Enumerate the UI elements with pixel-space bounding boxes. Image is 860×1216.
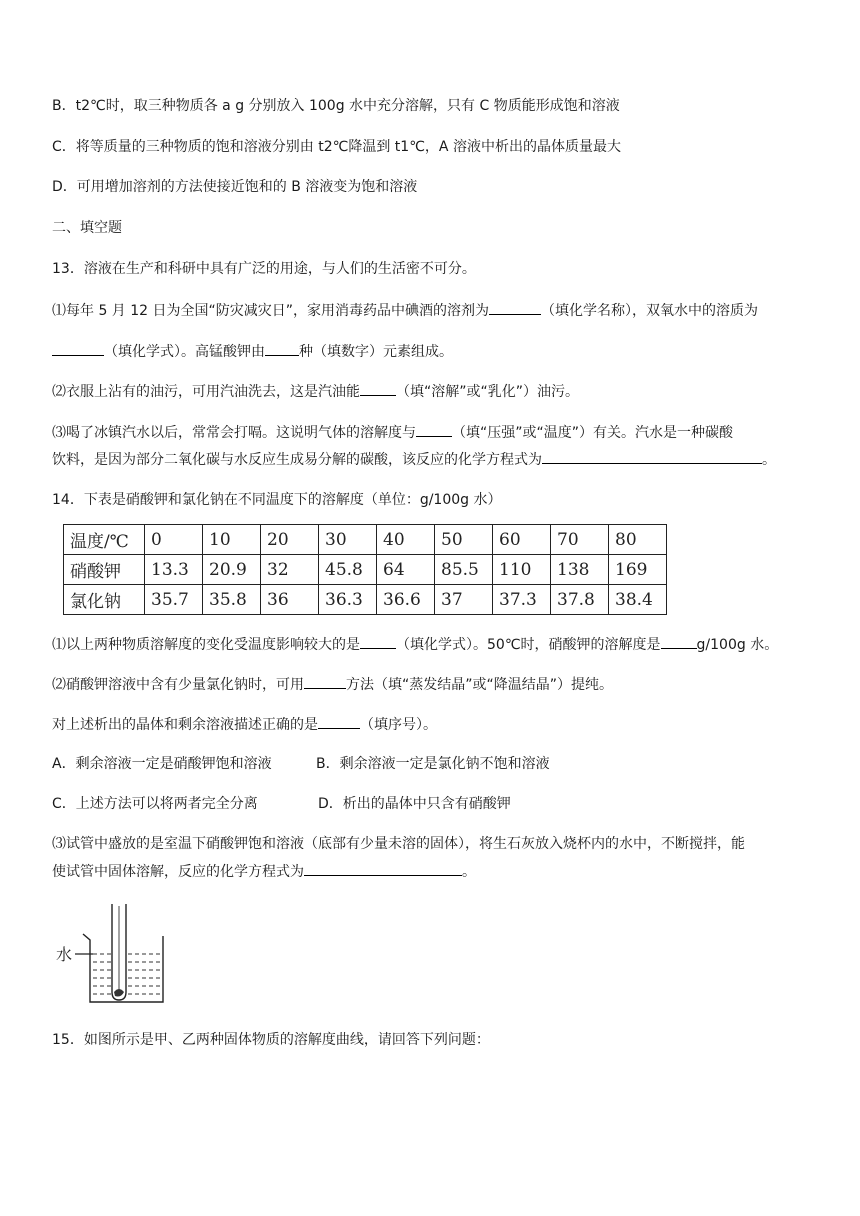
option-d: D．可用增加溶剂的方法使接近饱和的 B 溶液变为饱和溶液 xyxy=(52,179,418,195)
q14-p2-text-a: ⑵硝酸钾溶液中含有少量氯化钠时，可用 xyxy=(52,677,304,693)
row-header: 硝酸钾 xyxy=(64,555,145,585)
option-b-text: B．剩余溶液一定是氯化钠不饱和溶液 xyxy=(316,756,550,772)
q14-p3-text-c: 。 xyxy=(462,864,476,880)
table-row xyxy=(64,525,667,555)
answer-blank[interactable] xyxy=(416,422,452,437)
table-cell: 70 xyxy=(551,525,609,555)
table-cell: 85.5 xyxy=(435,555,493,585)
option-d-text: D．析出的晶体中只含有硝酸钾 xyxy=(318,796,511,812)
q14-part3-line2 xyxy=(52,861,476,882)
q13-p2-text-a: ⑵衣服上沾有的油污，可用汽油洗去，这是汽油能 xyxy=(52,384,360,400)
water-label: 水 xyxy=(56,945,73,964)
q13-part2 xyxy=(52,381,579,402)
option-c: C．将等质量的三种物质的饱和溶液分别由 t2℃降温到 t1℃，A 溶液中析出的晶体质量最大 xyxy=(52,139,621,155)
option-b: B．t2℃时，取三种物质各 a g 分别放入 100g 水中充分溶解，只有 C 物质能形成饱和溶液 xyxy=(52,98,620,114)
q13-part3-line2 xyxy=(52,449,776,470)
q15-stem: 15．如图所示是甲、乙两种固体物质的溶解度曲线，请回答下列问题： xyxy=(52,1032,490,1048)
section-title: 二、填空题 xyxy=(52,220,122,236)
table-cell: 35.8 xyxy=(203,585,261,615)
table-row xyxy=(64,585,667,615)
q13-p3-text-b: （填“压强”或“温度”）有关。汽水是一种碳酸 xyxy=(452,425,734,441)
table-cell: 64 xyxy=(377,555,435,585)
solubility-table xyxy=(63,524,667,615)
table-cell: 36.3 xyxy=(319,585,377,615)
q14-part2 xyxy=(52,674,613,695)
table-cell: 20.9 xyxy=(203,555,261,585)
answer-blank[interactable] xyxy=(489,300,541,315)
q13-part3-line1 xyxy=(52,422,733,443)
answer-blank[interactable] xyxy=(265,341,299,356)
answer-blank[interactable] xyxy=(304,674,346,689)
q13-p1-text-c: （填化学式）。高锰酸钾由 xyxy=(104,344,265,360)
option-c-text: C．上述方法可以将两者完全分离 xyxy=(52,796,258,812)
q13-stem: 13．溶液在生产和科研中具有广泛的用途，与人们的生活密不可分。 xyxy=(52,261,476,277)
answer-blank[interactable] xyxy=(360,634,396,649)
q13-p1-text-b: （填化学名称），双氧水中的溶质为 xyxy=(541,303,759,319)
table-cell: 60 xyxy=(493,525,551,555)
q14-p2-text-b: 方法（填“蒸发结晶”或“降温结晶”）提纯。 xyxy=(346,677,614,693)
table-cell: 38.4 xyxy=(609,585,667,615)
table-cell: 36.6 xyxy=(377,585,435,615)
table-cell: 20 xyxy=(261,525,319,555)
table-cell: 35.7 xyxy=(145,585,203,615)
table-cell: 138 xyxy=(551,555,609,585)
answer-blank[interactable] xyxy=(542,449,762,464)
table-cell: 169 xyxy=(609,555,667,585)
q13-p2-text-b: （填“溶解”或“乳化”）油污。 xyxy=(396,384,580,400)
q14-p3-text-b: 使试管中固体溶解，反应的化学方程式为 xyxy=(52,864,304,880)
table-cell: 40 xyxy=(377,525,435,555)
answer-blank[interactable] xyxy=(360,381,396,396)
table-cell: 32 xyxy=(261,555,319,585)
table-cell: 30 xyxy=(319,525,377,555)
q14-options-row1 xyxy=(52,754,550,774)
q14-p1-text-c: g/100g 水。 xyxy=(696,637,779,653)
answer-blank[interactable] xyxy=(661,634,697,649)
option-a-text: A．剩余溶液一定是硝酸钾饱和溶液 xyxy=(52,756,272,772)
answer-blank[interactable] xyxy=(318,714,360,729)
answer-blank[interactable] xyxy=(304,861,462,876)
beaker-test-tube-diagram xyxy=(55,900,175,1008)
table-cell: 37.3 xyxy=(493,585,551,615)
q13-p3-text-c: 饮料，是因为部分二氧化碳与水反应生成易分解的碳酸，该反应的化学方程式为 xyxy=(52,452,542,468)
q13-part1-line1 xyxy=(52,300,758,321)
table-cell: 13.3 xyxy=(145,555,203,585)
q13-p3-text-d: 。 xyxy=(762,452,776,468)
table-cell: 110 xyxy=(493,555,551,585)
q13-p1-text-d: 种（填数字）元素组成。 xyxy=(299,344,453,360)
table-cell: 80 xyxy=(609,525,667,555)
q14-p1-text-a: ⑴以上两种物质溶解度的变化受温度影响较大的是 xyxy=(52,637,360,653)
q14-part3-line1: ⑶试管中盛放的是室温下硝酸钾饱和溶液（底部有少量未溶的固体），将生石灰放入烧杯内的水中，不断搅拌，能 xyxy=(52,836,745,852)
q14-q-text-b: （填序号）。 xyxy=(360,717,437,733)
table-cell: 45.8 xyxy=(319,555,377,585)
table-cell: 50 xyxy=(435,525,493,555)
row-header: 氯化钠 xyxy=(64,585,145,615)
table-row xyxy=(64,555,667,585)
q14-options-row2 xyxy=(52,794,511,814)
q14-question xyxy=(52,714,437,735)
q13-p1-text-a: ⑴每年 5 月 12 日为全国“防灾减灾日”，家用消毒药品中碘酒的溶剂为 xyxy=(52,303,490,319)
q14-stem: 14．下表是硝酸钾和氯化钠在不同温度下的溶解度（单位：g/100g 水） xyxy=(52,492,502,508)
table-cell: 37.8 xyxy=(551,585,609,615)
q13-p3-text-a: ⑶喝了冰镇汽水以后，常常会打嗝。这说明气体的溶解度与 xyxy=(52,425,416,441)
q14-q-text-a: 对上述析出的晶体和剩余溶液描述正确的是 xyxy=(52,717,318,733)
q13-part1-line2 xyxy=(52,341,453,362)
table-cell: 36 xyxy=(261,585,319,615)
q14-part1 xyxy=(52,634,778,655)
table-cell: 10 xyxy=(203,525,261,555)
q14-p1-text-b: （填化学式）。50℃时，硝酸钾的溶解度是 xyxy=(396,637,661,653)
row-header: 温度/℃ xyxy=(64,525,145,555)
answer-blank[interactable] xyxy=(52,341,104,356)
water-level-icon xyxy=(93,954,161,994)
table-cell: 37 xyxy=(435,585,493,615)
table-cell: 0 xyxy=(145,525,203,555)
